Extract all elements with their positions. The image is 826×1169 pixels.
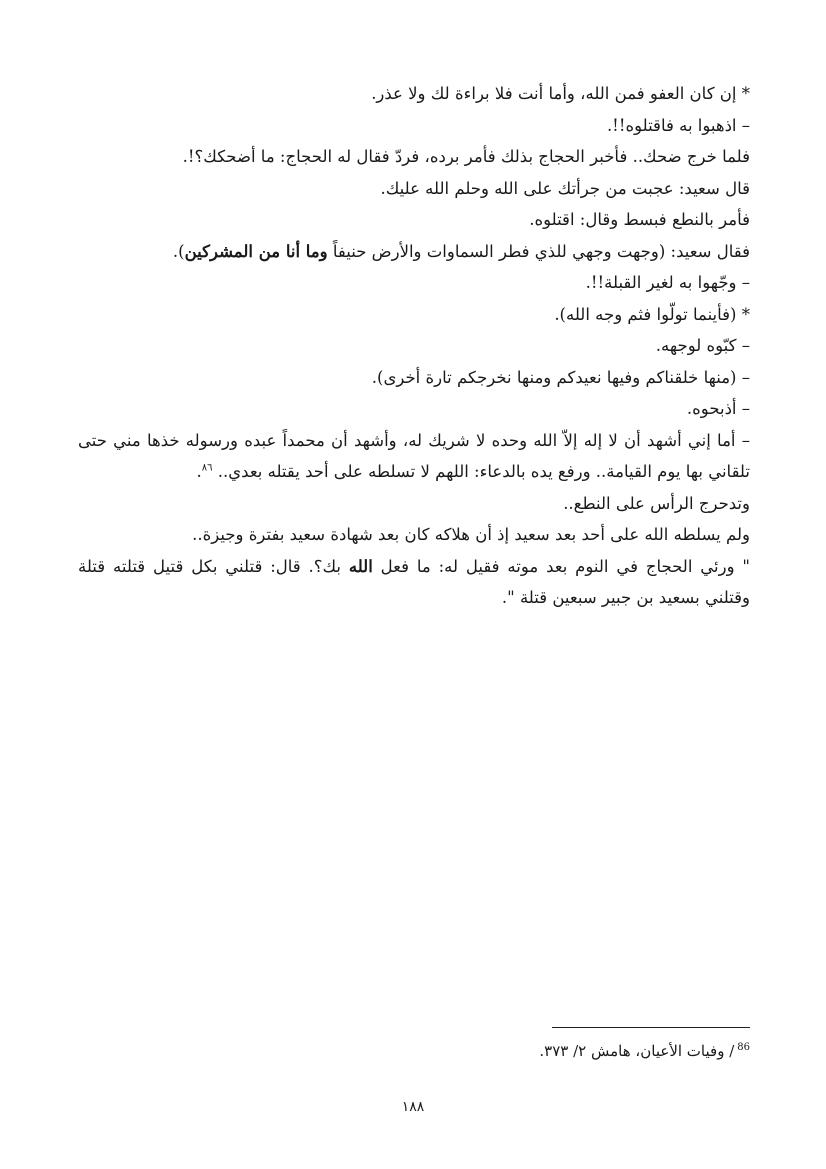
paragraph-testimony-text: – أما إني أشهد أن لا إله إلاّ الله وحده لا شريك له، وأشهد أن محمداً عبده ورسوله خذها مني حتى تلقاني بها يوم القيامة.. ورفع يده بالدعاء: اللهم لا تسلطه على أحد يقتله بعدي.. [78, 430, 750, 481]
text-line-5: فأمر بالنطع فبسط وقال: اقتلوه. [529, 210, 750, 229]
text-line-6 [78, 236, 750, 268]
text-line-10: – (منها خلقناكم وفيها نعيدكم ومنها نخرجكم تارة أخرى). [371, 367, 750, 387]
text-line-15: ولم يسلطه الله على أحد بعد سعيد إذ أن هلاكه كان بعد شهادة سعيد بفترة وجيزة.. [192, 525, 750, 544]
footnote [250, 1042, 750, 1060]
footnote-divider [552, 1027, 750, 1028]
text-line-11: – أذبحوه. [686, 399, 750, 418]
paragraph-testimony [78, 425, 750, 488]
text-line-8: * (فأينما تولّوا فثم وجه الله). [554, 304, 750, 324]
quran-bold-phrase: وما أنا من المشركين [184, 241, 328, 261]
text-line-2: – اذهبوا به فاقتلوه!!. [606, 115, 750, 135]
main-text [78, 78, 750, 614]
text-line-6-main: فقال سعيد: (وجهت وجهي للذي فطر السماوات والأرض حنيفاً [327, 241, 750, 261]
text-line-7: – وجّهوا به لغير القبلة!!. [585, 273, 750, 292]
page-number: ١٨٨ [401, 1099, 425, 1115]
text-line-3: فلما خرج ضحك.. فأخبر الحجاج بذلك فأمر برده، فردّ فقال له الحجاج: ما أضحكك؟!. [182, 147, 750, 166]
footnote-text: / وفيات الأعيان، هامش ٢/ ٣٧٣. [539, 1042, 735, 1060]
paragraph-dream [78, 551, 750, 614]
text-line-14: وتدحرج الرأس على النطع.. [563, 493, 750, 513]
paragraph-testimony-end: . [196, 462, 202, 481]
text-line-9: – كبّوه لوجهه. [655, 336, 750, 355]
text-line-6-end: ). [172, 241, 185, 261]
paragraph-dream-end: بك؟. قال: قتلني بكل قتيل قتلته قتلة وقتلني بسعيد بن جبير سبعين قتلة ". [78, 556, 750, 607]
footnote-marker: 86 [737, 1042, 750, 1053]
paragraph-dream-start: " ورئي الحجاج في النوم بعد موته فقيل له: ما فعل [372, 556, 750, 576]
paragraph-dream-bold: الله [348, 556, 373, 576]
footnote-reference: ٨٦ [201, 462, 213, 474]
text-line-1: * إن كان العفو فمن الله، وأما أنت فلا براءة لك ولا عذر. [371, 84, 750, 103]
text-line-4: قال سعيد: عجبت من جرأتك على الله وحلم الله عليك. [380, 178, 750, 198]
